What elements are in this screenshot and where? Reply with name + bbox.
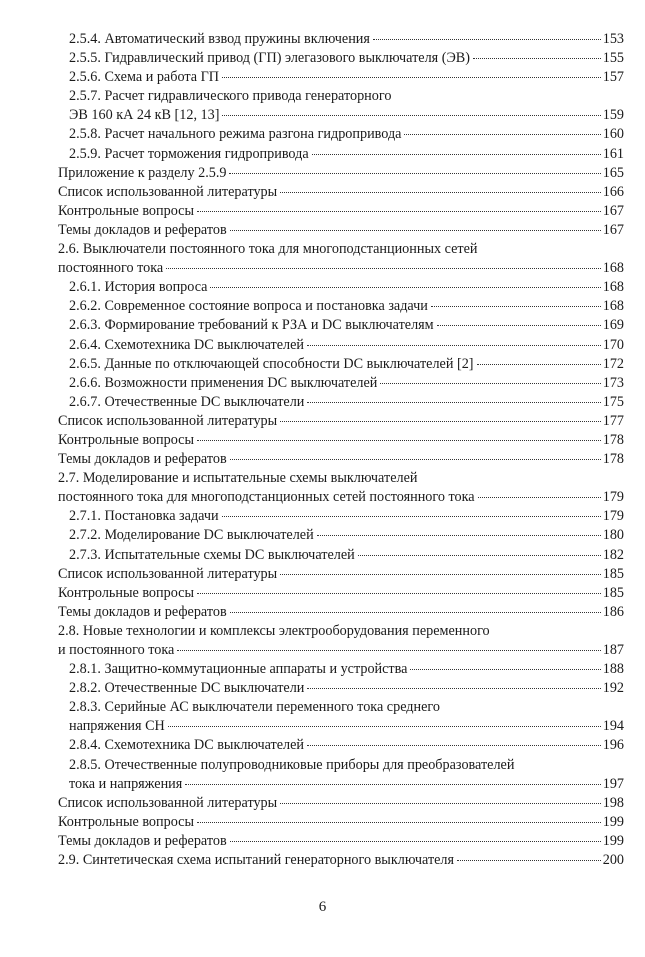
toc-entry-page: 199 — [602, 832, 624, 849]
toc-entry-row — [58, 488, 624, 507]
toc-entry-row — [58, 412, 624, 431]
toc-entry-page: 200 — [602, 852, 624, 869]
dot-leader — [210, 287, 600, 288]
toc-entry-row — [69, 374, 624, 393]
toc-entry — [58, 679, 624, 698]
toc-entry-row — [58, 584, 624, 603]
toc-entry-title: 2.5.8. Расчет начального режима разгона гидропривода — [69, 126, 402, 143]
toc-entry-page: 186 — [602, 603, 624, 620]
toc-entry-page: 180 — [602, 527, 624, 544]
toc-entry-row — [58, 641, 624, 660]
toc-entry-text-line: 2.8.3. Серийные АС выключатели переменного тока среднего — [69, 699, 440, 716]
toc-entry-title: 2.5.6. Схема и работа ГП — [69, 69, 220, 86]
toc-entry-title: 2.5.5. Гидравлический привод (ГП) элегазового выключателя (ЭВ) — [69, 50, 470, 67]
toc-entry-page: 198 — [602, 794, 624, 811]
toc-entry-title: тока и напряжения — [69, 775, 183, 792]
toc-entry-page: 179 — [602, 489, 624, 506]
toc-entry-page: 185 — [602, 584, 624, 601]
dot-leader — [222, 516, 601, 517]
toc-entry-title: постоянного тока — [58, 260, 164, 277]
dot-leader — [197, 593, 601, 594]
toc-entry-row — [69, 145, 624, 164]
toc-entry-row — [69, 49, 624, 68]
toc-entry-text-line: 2.6. Выключатели постоянного тока для многоподстанционных сетей — [58, 241, 478, 258]
toc-entry-page: 187 — [602, 642, 624, 658]
toc-entry-page: 182 — [602, 546, 624, 563]
toc-entry — [58, 240, 624, 278]
toc-entry-page: 167 — [602, 202, 624, 219]
toc-entry-text-line: 2.8. Новые технологии и комплексы электрооборудования переменного — [58, 622, 490, 639]
toc-entry-page: 178 — [602, 451, 624, 468]
toc-entry — [58, 832, 624, 851]
dot-leader — [317, 535, 601, 536]
toc-entry-title: Контрольные вопросы — [58, 584, 194, 601]
toc-entry-title: 2.5.9. Расчет торможения гидропривода — [69, 145, 309, 162]
toc-entry-row — [69, 526, 624, 545]
toc-entry-row — [69, 546, 624, 565]
toc-entry — [58, 603, 624, 622]
toc-entry — [58, 622, 624, 660]
toc-entry-row — [58, 259, 624, 278]
toc-entry — [58, 412, 624, 431]
dot-leader — [197, 440, 601, 441]
toc-entry-row — [58, 603, 624, 622]
toc-entry — [58, 30, 624, 49]
toc-entry-page: 199 — [602, 813, 624, 830]
dot-leader — [380, 383, 600, 384]
dot-leader — [307, 745, 601, 746]
toc-entry — [58, 183, 624, 202]
toc-entry-page: 159 — [602, 107, 624, 124]
toc-entry-row — [58, 431, 624, 450]
toc-entry — [58, 68, 624, 87]
toc-entry-title: 2.7.3. Испытательные схемы DC выключателей — [69, 546, 355, 563]
dot-leader — [473, 58, 601, 59]
toc-entry-row — [69, 106, 624, 125]
toc-entry — [58, 565, 624, 584]
toc-entry-title: 2.6.5. Данные по отключающей способности DC выключателей [2] — [69, 355, 474, 372]
dot-leader — [222, 115, 600, 116]
toc-entry-page: 157 — [602, 69, 624, 86]
toc-entry-title: Контрольные вопросы — [58, 431, 194, 448]
toc-entry — [58, 507, 624, 526]
dot-leader — [280, 574, 601, 575]
toc-entry-title: Контрольные вопросы — [58, 813, 194, 830]
toc-entry-page: 169 — [602, 317, 624, 334]
toc-entry-row — [69, 297, 624, 316]
toc-entry-page: 177 — [602, 412, 624, 429]
toc-entry-page: 168 — [602, 298, 624, 315]
toc-entry-text-line: 2.8.5. Отечественные полупроводниковые приборы для преобразователей — [69, 756, 515, 773]
toc-entry-page: 166 — [602, 183, 624, 200]
dot-leader — [477, 364, 601, 365]
dot-leader — [166, 268, 601, 269]
dot-leader — [177, 650, 600, 651]
toc-entry-row — [58, 813, 624, 832]
toc-entry — [58, 164, 624, 183]
toc-entry-title: 2.9. Синтетическая схема испытаний генераторного выключателя — [58, 852, 455, 869]
dot-leader — [373, 39, 601, 40]
toc-entry — [58, 698, 624, 736]
toc-entry — [58, 813, 624, 832]
toc-entry-page: 155 — [602, 50, 624, 67]
toc-entry-row — [58, 221, 624, 240]
toc-entry — [58, 851, 624, 870]
toc-entry-page: 175 — [602, 393, 624, 410]
toc-entry-row — [58, 851, 624, 870]
dot-leader — [230, 230, 601, 231]
dot-leader — [185, 784, 600, 785]
toc-entry — [58, 49, 624, 68]
toc-entry-title: напряжения СН — [69, 718, 165, 735]
toc-entry-title: 2.8.4. Схемотехника DC выключателей — [69, 737, 305, 754]
toc-entry-title: 2.6.4. Схемотехника DC выключателей — [69, 336, 305, 353]
dot-leader — [312, 154, 601, 155]
dot-leader — [478, 497, 601, 498]
toc-entry-title: Список использованной литературы — [58, 412, 278, 429]
toc-entry-title: 2.6.7. Отечественные DC выключатели — [69, 393, 305, 410]
toc-entry-page: 196 — [602, 737, 624, 754]
toc-entry-row — [69, 507, 624, 526]
dot-leader — [307, 345, 601, 346]
toc-entry — [58, 355, 624, 374]
toc-entry-page: 173 — [602, 374, 624, 391]
toc-entry — [58, 794, 624, 813]
toc-entry-page: 194 — [602, 718, 624, 735]
toc-entry-page: 168 — [602, 279, 624, 296]
toc-entry-title: Контрольные вопросы — [58, 202, 194, 219]
toc-entry — [58, 336, 624, 355]
toc-entry-page: 172 — [602, 355, 624, 372]
toc-entry-page: 178 — [602, 431, 624, 448]
dot-leader — [280, 803, 601, 804]
toc-entry-page: 165 — [602, 164, 624, 181]
toc-entry-row — [69, 316, 624, 335]
dot-leader — [404, 134, 600, 135]
toc-entry — [58, 145, 624, 164]
toc-entry-text-line: 2.5.7. Расчет гидравлического привода генераторного — [69, 88, 392, 105]
dot-leader — [280, 192, 601, 193]
toc-entry — [58, 221, 624, 240]
toc-entry-row — [69, 775, 624, 794]
toc-entry — [58, 125, 624, 144]
toc-entry — [58, 431, 624, 450]
dot-leader — [457, 860, 601, 861]
toc-entry-page: 161 — [602, 145, 624, 162]
toc-entry-row — [69, 125, 624, 144]
dot-leader — [197, 211, 601, 212]
toc-entry-title: 2.8.2. Отечественные DC выключатели — [69, 680, 305, 697]
toc-entry — [58, 469, 624, 507]
toc-entry — [58, 756, 624, 794]
toc-entry-row — [69, 660, 624, 679]
dot-leader — [410, 669, 600, 670]
toc-entry-row — [69, 736, 624, 755]
dot-leader — [358, 555, 601, 556]
toc-entry-title: Список использованной литературы — [58, 794, 278, 811]
toc-entry-title: 2.6.2. Современное состояние вопроса и постановка задачи — [69, 298, 428, 315]
toc-entry-row — [58, 164, 624, 183]
toc-entry-row — [58, 450, 624, 469]
toc-entry-row — [69, 393, 624, 412]
toc-entry-text-line: 2.7. Моделирование и испытательные схемы выключателей — [58, 470, 418, 487]
toc-entry-page: 188 — [602, 661, 624, 678]
toc-entry-title: 2.7.1. Постановка задачи — [69, 508, 219, 525]
toc-entry-title: 2.6.1. История вопроса — [69, 279, 208, 296]
toc-entry-title: Темы докладов и рефератов — [58, 451, 227, 468]
toc-entry-title: Темы докладов и рефератов — [58, 603, 227, 620]
toc-entry-row — [69, 717, 624, 736]
dot-leader — [431, 306, 601, 307]
toc-entry-title: Приложение к разделу 2.5.9 — [58, 164, 227, 181]
toc-entry — [58, 584, 624, 603]
toc-entry — [58, 660, 624, 679]
page-number: 6 — [318, 899, 327, 915]
toc-entry-title: Список использованной литературы — [58, 183, 278, 200]
toc-entry-page: 170 — [602, 336, 624, 353]
toc-entry-row — [58, 202, 624, 221]
toc-entry-title: 2.7.2. Моделирование DC выключателей — [69, 527, 314, 544]
dot-leader — [229, 173, 600, 174]
dot-leader — [437, 325, 601, 326]
toc-entry — [58, 526, 624, 545]
toc-entry-title: 2.8.1. Защитно-коммутационные аппараты и устройства — [69, 661, 408, 678]
toc-entry-page: 179 — [602, 508, 624, 525]
toc-entry-page: 168 — [602, 260, 624, 277]
dot-leader — [280, 421, 601, 422]
toc-entry-title: Темы докладов и рефератов — [58, 832, 227, 849]
toc-entry-title: и постоянного тока — [58, 642, 175, 658]
dot-leader — [307, 688, 600, 689]
dot-leader — [230, 612, 601, 613]
toc-entry-row — [58, 832, 624, 851]
dot-leader — [307, 402, 600, 403]
toc-entry-page: 185 — [602, 565, 624, 582]
toc-entry-row — [69, 278, 624, 297]
toc-entry-page: 153 — [602, 31, 624, 47]
toc-entry-page: 192 — [602, 680, 624, 697]
toc-entry-row — [69, 679, 624, 698]
toc-entry-title: ЭВ 160 кА 24 кВ [12, 13] — [69, 107, 220, 124]
toc-entry-row — [58, 794, 624, 813]
toc-entry — [58, 546, 624, 565]
dot-leader — [222, 77, 601, 78]
dot-leader — [197, 822, 601, 823]
toc-entry — [58, 87, 624, 125]
toc-entry — [58, 736, 624, 755]
toc-entry — [58, 316, 624, 335]
toc-entry — [58, 278, 624, 297]
toc-entry-row — [69, 68, 624, 87]
toc-entry-title: 2.6.3. Формирование требований к РЗА и DC выключателям — [69, 317, 434, 334]
toc-entry-page: 197 — [602, 775, 624, 792]
dot-leader — [230, 841, 601, 842]
toc-entry — [58, 393, 624, 412]
dot-leader — [168, 726, 601, 727]
dot-leader — [230, 459, 601, 460]
toc-entry-row — [58, 183, 624, 202]
toc-entry-row — [69, 336, 624, 355]
toc-entry-title: постоянного тока для многоподстанционных сетей постоянного тока — [58, 489, 475, 506]
toc-entry — [58, 450, 624, 469]
toc-entry — [58, 202, 624, 221]
toc-entry-row — [69, 355, 624, 374]
toc-entry — [58, 297, 624, 316]
toc-entry-page: 160 — [602, 126, 624, 143]
toc-entry-title: Темы докладов и рефератов — [58, 221, 227, 238]
toc-entry-title: 2.6.6. Возможности применения DC выключателей — [69, 374, 378, 391]
toc-entry-page: 167 — [602, 221, 624, 238]
toc-entry-title: 2.5.4. Автоматический взвод пружины включения — [69, 31, 370, 47]
toc-entry — [58, 374, 624, 393]
toc-entry-title: Список использованной литературы — [58, 565, 278, 582]
toc-entry-row — [58, 565, 624, 584]
toc-entry-row — [69, 30, 624, 49]
table-of-contents — [58, 30, 624, 870]
